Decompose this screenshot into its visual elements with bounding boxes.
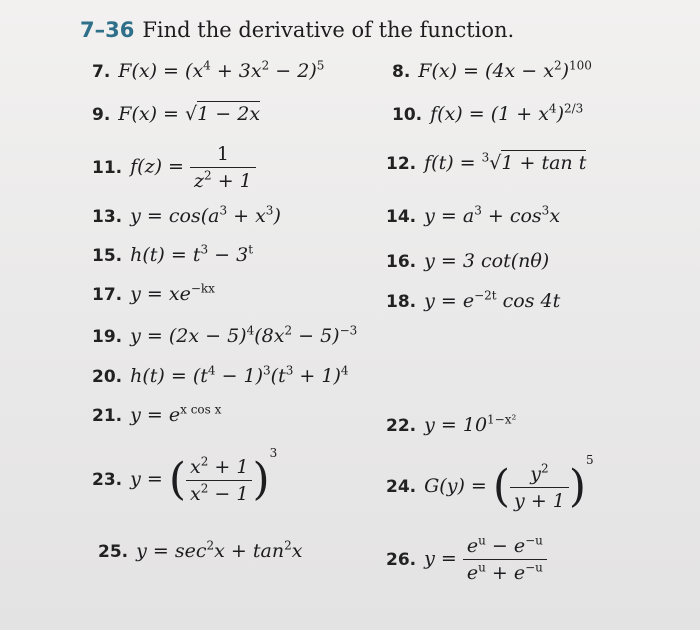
- math-fragment: t: [248, 242, 254, 257]
- math-fragment: [463, 559, 547, 584]
- math-fragment: 3: [481, 150, 490, 165]
- math-fragment: 1 − 2x: [197, 103, 261, 125]
- math-fragment: h(t) =: [130, 244, 193, 266]
- math-fragment: 3 cot(nθ): [462, 250, 550, 272]
- math-fragment: x cos x: [180, 402, 222, 417]
- math-fragment: xe: [168, 283, 191, 305]
- problem-18: 18. $y = e^{-2t}$ cos 4t: [386, 288, 561, 312]
- math-fragment: f(z) =: [130, 155, 190, 178]
- math-fragment: 10: [462, 414, 488, 436]
- math-fragment: ): [252, 454, 270, 505]
- math-fragment: ): [273, 205, 281, 227]
- math-fragment: (x: [185, 60, 204, 82]
- math-fragment: + x: [227, 205, 266, 227]
- math-fragment: (t: [270, 365, 286, 387]
- math-fragment: −u: [525, 533, 543, 548]
- math-fragment: f(t) =: [424, 152, 482, 174]
- math-fragment: e: [462, 290, 475, 312]
- math-fragment: (: [168, 454, 187, 505]
- math-fragment: y =: [136, 540, 175, 562]
- math-fragment: 2: [200, 454, 209, 469]
- problem-13: 13. $y = \cos(a^3 + x^3)$: [92, 203, 281, 227]
- problem-20: 20. $h(t) = (t^4 - 1)^3(t^3 + 1)^4$: [92, 363, 349, 387]
- math-fragment: e: [466, 535, 479, 557]
- math-fragment: 2: [261, 58, 270, 73]
- problem-25: 25. $y = \sec^2x + \tan^2x$: [98, 538, 303, 562]
- math-fragment: 3: [265, 203, 274, 218]
- math-fragment: G(y) =: [424, 475, 493, 497]
- problem-9: 9. F(x) = √1 − 2x: [92, 103, 261, 125]
- math-fragment: −2t: [474, 288, 497, 303]
- math-fragment: 2: [200, 481, 209, 496]
- math-fragment: 5: [586, 453, 594, 467]
- math-fragment: (: [492, 461, 511, 512]
- math-fragment: 3: [200, 242, 209, 257]
- problem-26: 26. y = $\frac{e^u - e^{-u}}{e^u + e^{-u}}$: [386, 535, 547, 584]
- math-fragment: − 5): [292, 325, 340, 347]
- math-fragment: 3: [269, 446, 278, 460]
- problem-24: 24. G(y) = ( $\frac{y^2}{y + 1}$ )$^5$: [386, 453, 594, 512]
- math-fragment: 3: [263, 363, 271, 378]
- problem-11: 11. f(z) = $\frac{1}{z^2 + 1}$: [92, 143, 256, 192]
- math-fragment: ): [561, 60, 570, 82]
- math-fragment: 4: [340, 363, 349, 378]
- math-fragment: t: [192, 244, 201, 266]
- problem-10: 10. $f(x) = (1 + x^4)^{2/3}$: [392, 101, 584, 125]
- math-fragment: ): [556, 103, 564, 125]
- math-fragment: y =: [424, 290, 463, 312]
- math-fragment: a: [462, 205, 475, 227]
- math-fragment: 4: [548, 101, 557, 116]
- exercise-instruction: Find the derivative of the function.: [142, 18, 515, 42]
- problem-7: 7. $F(x) = (x^4 + 3x^2 - 2)^5$: [92, 58, 325, 82]
- math-fragment: y: [530, 462, 541, 485]
- math-fragment: y =: [130, 468, 169, 490]
- math-fragment: 3: [474, 203, 482, 218]
- math-fragment: − 1: [208, 482, 249, 505]
- math-fragment: y =: [130, 205, 169, 227]
- math-fragment: 2: [206, 538, 215, 553]
- math-fragment: x + tan: [214, 540, 285, 562]
- math-fragment: − 3: [208, 244, 249, 266]
- math-fragment: 2/3: [563, 101, 584, 116]
- math-fragment: x: [190, 455, 201, 478]
- math-fragment: x: [291, 540, 303, 562]
- fraction: [510, 463, 569, 512]
- math-fragment: [510, 463, 569, 487]
- math-fragment: −3: [339, 323, 358, 338]
- math-fragment: 2: [204, 168, 212, 183]
- math-fragment: 4: [203, 58, 211, 73]
- math-fragment: cos(a: [168, 205, 220, 227]
- math-fragment: 1−x²: [487, 412, 517, 427]
- exercise-range: 7–36: [80, 18, 135, 42]
- problem-19: 19. $y = (2x - 5)^4(8x^2 - 5)^{-3}$: [92, 323, 358, 347]
- math-fragment: 3: [285, 363, 294, 378]
- fraction: [190, 143, 256, 192]
- math-fragment: y =: [424, 250, 463, 272]
- math-fragment: F(x) =: [418, 60, 486, 82]
- problem-16: 16. y = 3 cot(nθ): [386, 250, 550, 272]
- math-fragment: 2: [541, 461, 549, 476]
- math-fragment: (1 + x: [490, 103, 549, 125]
- problem-21: 21. $y = e^{x cos x}$: [92, 402, 222, 426]
- exercise-heading: [80, 18, 514, 42]
- math-fragment: sec: [174, 540, 207, 562]
- math-fragment: ): [568, 461, 587, 512]
- math-fragment: y =: [424, 414, 463, 436]
- math-fragment: [463, 535, 547, 559]
- math-fragment: 100: [569, 58, 592, 73]
- math-fragment: [186, 480, 252, 505]
- problem-14: 14. $y = a^3 + \cos^3x$: [386, 203, 561, 227]
- math-fragment: (t: [192, 365, 208, 387]
- fraction: [186, 456, 252, 505]
- math-fragment: y =: [130, 325, 169, 347]
- math-fragment: + 3x: [210, 60, 262, 82]
- math-fragment: x: [190, 482, 201, 505]
- math-fragment: y =: [130, 283, 169, 305]
- math-fragment: h(t) =: [130, 365, 193, 387]
- math-fragment: − e: [485, 535, 526, 557]
- math-fragment: 4: [246, 323, 255, 338]
- math-fragment: − 2): [269, 60, 317, 82]
- math-fragment: F(x) =: [118, 103, 186, 125]
- math-fragment: −u: [525, 560, 543, 575]
- math-fragment: + cos: [481, 205, 542, 227]
- math-fragment: + 1: [208, 455, 249, 478]
- math-fragment: (4x − x: [485, 60, 554, 82]
- math-fragment: f(x) =: [430, 103, 491, 125]
- math-fragment: 3: [541, 203, 550, 218]
- math-fragment: cos 4t: [496, 290, 561, 312]
- math-fragment: [186, 456, 252, 480]
- math-fragment: 5: [316, 58, 325, 73]
- math-fragment: (8x: [254, 325, 285, 347]
- math-fragment: + e: [485, 562, 526, 584]
- problem-23: 23. y = ( $\frac{x^2 + 1}{x^2 - 1}$ )$^3$: [92, 446, 278, 505]
- math-fragment: [190, 167, 256, 192]
- math-fragment: −kx: [190, 281, 215, 296]
- math-fragment: u: [478, 560, 486, 575]
- math-fragment: 1: [216, 143, 229, 165]
- math-fragment: z: [194, 170, 205, 192]
- math-fragment: 2: [553, 58, 562, 73]
- math-fragment: y =: [130, 404, 169, 426]
- math-fragment: e: [466, 562, 479, 584]
- math-fragment: F(x) =: [118, 60, 186, 82]
- math-fragment: x: [549, 205, 561, 227]
- problem-15: 15. $h(t) = t^3 - 3^t$: [92, 242, 254, 266]
- math-fragment: 3: [219, 203, 228, 218]
- math-fragment: e: [168, 404, 181, 426]
- math-fragment: 2: [284, 323, 293, 338]
- math-fragment: (2x − 5): [168, 325, 247, 347]
- problem-22: 22. $y = 10^{1-x^2}$: [386, 412, 517, 436]
- math-fragment: 2: [284, 538, 292, 553]
- problem-12: 12. f(t) = $^3$√1 + tan t: [386, 150, 587, 174]
- math-fragment: + 1: [211, 170, 252, 192]
- math-fragment: 4: [207, 363, 216, 378]
- math-fragment: [510, 487, 569, 512]
- math-fragment: y =: [424, 205, 463, 227]
- problem-8: 8. $F(x) = (4x - x^2)^{100}$: [392, 58, 592, 82]
- fraction: [463, 535, 547, 584]
- math-fragment: y + 1: [514, 489, 565, 512]
- math-fragment: − 1): [215, 365, 264, 387]
- problem-17: 17. $y = xe^{-kx}$: [92, 281, 215, 305]
- math-fragment: y =: [424, 547, 463, 570]
- math-fragment: + 1): [293, 365, 341, 387]
- math-fragment: 1 + tan t: [501, 152, 587, 174]
- math-fragment: u: [478, 533, 486, 548]
